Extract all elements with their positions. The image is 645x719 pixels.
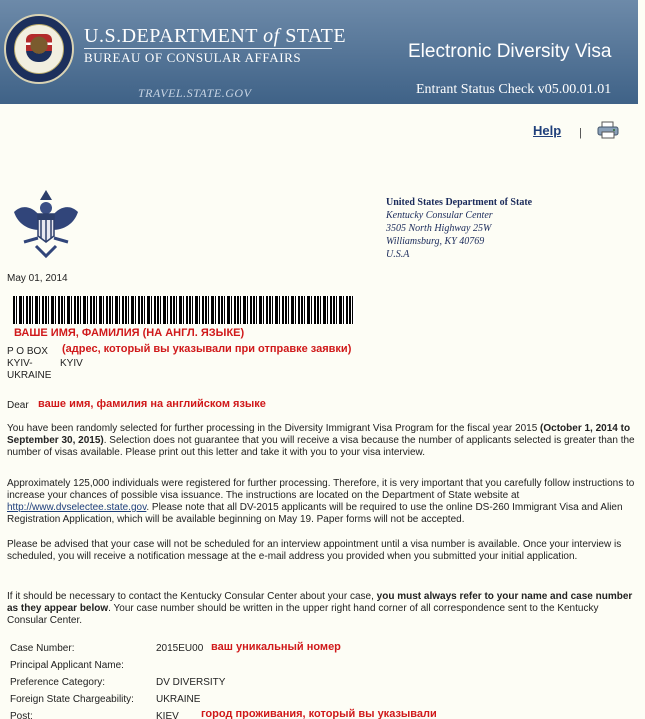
- foreign-chargeability-value: UKRAINE: [156, 694, 201, 705]
- principal-applicant-label: Principal Applicant Name:: [10, 660, 124, 671]
- paragraph-selection: You have been randomly selected for further processing in the Diversity Immigrant Visa Program for the fiscal year 2015 (October 1, 2014 to September 30, 2015). Selection does not guarantee that you will receive a visa because the number of applicants selected is greater than the number of visas available. Please print out this letter and take it with you to your visa interview.: [7, 423, 635, 458]
- annotation-address: (адрес, который вы указывали при отправке заявки): [62, 343, 352, 355]
- agency-line: Williamsburg, KY 40769: [386, 236, 485, 247]
- help-link[interactable]: Help: [533, 123, 562, 138]
- great-seal-eagle-icon: [10, 186, 82, 262]
- recipient-address: [7, 346, 51, 382]
- preference-category-value: DV DIVERSITY: [156, 677, 226, 688]
- title-divider: [84, 48, 332, 49]
- department-title: U.S.DEPARTMENT of STATE: [84, 25, 347, 47]
- bureau-title: BUREAU OF CONSULAR AFFAIRS: [84, 50, 302, 65]
- post-label: Post:: [10, 711, 33, 719]
- dvselectee-link[interactable]: http://www.dvselectee.state.gov: [7, 502, 147, 513]
- foreign-chargeability-label: Foreign State Chargeability:: [10, 694, 134, 705]
- app-subtitle: Entrant Status Check v05.00.01.01: [416, 82, 612, 97]
- barcode: [13, 296, 355, 324]
- address-region: KYIV: [60, 358, 83, 369]
- state-department-seal-icon: [4, 14, 74, 84]
- annotation-case-number: ваш уникальный номер: [211, 641, 341, 653]
- preference-category-label: Preference Category:: [10, 677, 106, 688]
- case-number-label: Case Number:: [10, 643, 75, 654]
- paragraph-instructions: Approximately 125,000 individuals were registered for further processing. Therefore, it is very important that you carefully follow instructions to increase your chances of possible visa issuance. The instructions are located on the Department of State website at http://www.dvselectee.state.gov. Please note that all DV-2015 applicants will be required to use the online DS-260 Immigrant Visa and Alien Registration Application, which will be available beginning on May 19. Paper forms will not be accepted.: [7, 478, 635, 525]
- paragraph-interview: Please be advised that your case will not be scheduled for an interview appointment until a visa number is available. Once your interview is scheduled, you will receive a notification message at the e-mail address you provided when you submitted your initial application.: [7, 539, 622, 562]
- letter-date: May 01, 2014: [7, 273, 68, 284]
- address-pobox: P O BOX: [7, 346, 48, 357]
- annotation-salutation: ваше имя, фамилия на английском языке: [38, 398, 266, 410]
- agency-address: [386, 196, 532, 261]
- agency-line: 3505 North Highway 25W: [386, 223, 492, 234]
- case-number-value: 2015EU00: [156, 643, 204, 654]
- agency-name: United States Department of State: [386, 197, 533, 208]
- toolbar-separator: |: [579, 127, 582, 139]
- salutation: Dear: [7, 400, 29, 411]
- address-city: KYIV-: [7, 358, 33, 369]
- post-value: KIEV: [156, 711, 179, 719]
- paragraph-contact: If it should be necessary to contact the Kentucky Consular Center about your case, you must always refer to your name and case number as they appear below. Your case number should be written in the upper right hand corner of all correspondence sent to the Kentucky Consular Center.: [7, 591, 633, 626]
- annotation-post: город проживания, который вы указывали: [201, 708, 437, 719]
- agency-line: U.S.A: [386, 249, 410, 260]
- website-label[interactable]: TRAVEL.STATE.GOV: [138, 86, 252, 100]
- print-icon[interactable]: [597, 121, 619, 139]
- app-title: Electronic Diversity Visa: [408, 41, 612, 62]
- header-banner: [0, 0, 638, 104]
- address-country: UKRAINE: [7, 370, 52, 381]
- agency-line: Kentucky Consular Center: [386, 210, 493, 221]
- annotation-name: ВАШЕ ИМЯ, ФАМИЛИЯ (НА АНГЛ. ЯЗЫКЕ): [14, 327, 245, 339]
